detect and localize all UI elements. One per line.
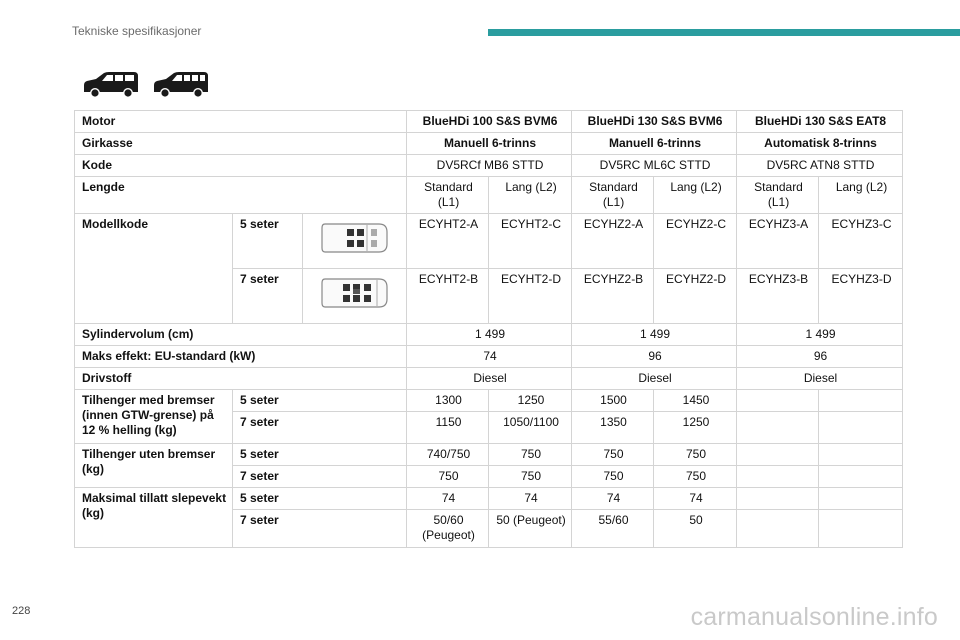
row-tilhenger-uten-5	[75, 444, 903, 466]
seat-layout-7-icon	[303, 269, 407, 324]
cell: ECYHT2-D	[489, 269, 572, 324]
cell: Standard (L1)	[572, 177, 654, 214]
drivstoff-label: Drivstoff	[75, 368, 407, 390]
cell: Diesel	[737, 368, 903, 390]
cell: ECYHT2-A	[407, 214, 489, 269]
cell	[819, 444, 903, 466]
cell: 1150	[407, 412, 489, 444]
cell: ECYHZ3-A	[737, 214, 819, 269]
cell: 1050/1100	[489, 412, 572, 444]
cell: ECYHZ2-A	[572, 214, 654, 269]
cell	[737, 390, 819, 412]
lengde-label: Lengde	[75, 177, 407, 214]
cell: 96	[737, 346, 903, 368]
cell: 50/60 (Peugeot)	[407, 510, 489, 548]
modellkode-label: Modellkode	[75, 214, 233, 324]
row-kode	[75, 155, 903, 177]
cell: 1250	[654, 412, 737, 444]
cell: ECYHZ3-B	[737, 269, 819, 324]
seat-label: 5 seter	[233, 488, 407, 510]
cell: Lang (L2)	[654, 177, 737, 214]
effekt-label: Maks effekt: EU-standard (kW)	[75, 346, 407, 368]
cell: 74	[572, 488, 654, 510]
row-effekt	[75, 346, 903, 368]
cell: BlueHDi 130 S&S EAT8	[737, 111, 903, 133]
cell: DV5RC ML6C STTD	[572, 155, 737, 177]
cell: 1500	[572, 390, 654, 412]
cell: ECYHT2-B	[407, 269, 489, 324]
cell: 750	[489, 466, 572, 488]
cell: Manuell 6-trinns	[572, 133, 737, 155]
cell: 74	[407, 488, 489, 510]
cell: 1300	[407, 390, 489, 412]
cell: 740/750	[407, 444, 489, 466]
page-header-title: Tekniske spesifikasjoner	[72, 24, 202, 38]
cell: 74	[654, 488, 737, 510]
cell	[819, 488, 903, 510]
sylinder-label: Sylindervolum (cm)	[75, 324, 407, 346]
row-lengde	[75, 177, 903, 214]
page-number: 228	[12, 605, 31, 617]
cell: Standard (L1)	[737, 177, 819, 214]
cell: 750	[654, 444, 737, 466]
cell: ECYHZ3-D	[819, 269, 903, 324]
cell: Lang (L2)	[489, 177, 572, 214]
row-sylinder	[75, 324, 903, 346]
cell	[819, 466, 903, 488]
cell: Diesel	[572, 368, 737, 390]
watermark-link[interactable]: carmanualsonline.info	[690, 603, 938, 631]
cell: 750	[489, 444, 572, 466]
seat-label: 7 seter	[233, 466, 407, 488]
row-girkasse	[75, 133, 903, 155]
cell: 50	[654, 510, 737, 548]
header-accent-bar	[488, 29, 960, 36]
cell: BlueHDi 130 S&S BVM6	[572, 111, 737, 133]
slepevekt-label: Maksimal tillatt slepevekt (kg)	[75, 488, 233, 548]
row-tilhenger-med-5	[75, 390, 903, 412]
cell: Lang (L2)	[819, 177, 903, 214]
cell: 1 499	[572, 324, 737, 346]
cell: DV5RC ATN8 STTD	[737, 155, 903, 177]
tilhenger-uten-label: Tilhenger uten bremser (kg)	[75, 444, 233, 488]
cell	[737, 466, 819, 488]
spec-table	[74, 110, 903, 548]
cell: DV5RCf MB6 STTD	[407, 155, 572, 177]
cell: 1250	[489, 390, 572, 412]
row-slepevekt-5	[75, 488, 903, 510]
seat-label: 7 seter	[233, 269, 303, 324]
motor-label: Motor	[75, 111, 407, 133]
cell: 750	[407, 466, 489, 488]
cell	[819, 412, 903, 444]
cell: ECYHZ2-C	[654, 214, 737, 269]
seat-label: 5 seter	[233, 444, 407, 466]
cell: 750	[572, 466, 654, 488]
seat-label: 7 seter	[233, 510, 407, 548]
girkasse-label: Girkasse	[75, 133, 407, 155]
cell	[737, 444, 819, 466]
seat-label: 5 seter	[233, 390, 407, 412]
cell: ECYHZ2-B	[572, 269, 654, 324]
cell: ECYHZ3-C	[819, 214, 903, 269]
cell: 750	[654, 466, 737, 488]
cell: 1 499	[407, 324, 572, 346]
cell: ECYHT2-C	[489, 214, 572, 269]
kode-label: Kode	[75, 155, 407, 177]
cell	[737, 488, 819, 510]
cell: 96	[572, 346, 737, 368]
seat-label: 5 seter	[233, 214, 303, 269]
cell	[737, 412, 819, 444]
cell: 50 (Peugeot)	[489, 510, 572, 548]
cell: 1 499	[737, 324, 903, 346]
cell: Diesel	[407, 368, 572, 390]
vehicle-icons	[82, 70, 210, 100]
car-7-seat-icon	[152, 70, 210, 100]
row-modellkode-5	[75, 214, 903, 269]
cell: ECYHZ2-D	[654, 269, 737, 324]
cell: 74	[407, 346, 572, 368]
row-drivstoff	[75, 368, 903, 390]
cell: 55/60	[572, 510, 654, 548]
cell	[819, 390, 903, 412]
cell	[737, 510, 819, 548]
seat-layout-5-icon	[303, 214, 407, 269]
cell: 1450	[654, 390, 737, 412]
tilhenger-med-label: Tilhenger med bremser (innen GTW-grense) på 12 % helling (kg)	[75, 390, 233, 444]
cell: 1350	[572, 412, 654, 444]
cell: Manuell 6-trinns	[407, 133, 572, 155]
seat-label: 7 seter	[233, 412, 407, 444]
cell: BlueHDi 100 S&S BVM6	[407, 111, 572, 133]
row-motor	[75, 111, 903, 133]
cell: Automatisk 8-trinns	[737, 133, 903, 155]
cell: 74	[489, 488, 572, 510]
car-5-seat-icon	[82, 70, 140, 100]
cell: 750	[572, 444, 654, 466]
cell: Standard (L1)	[407, 177, 489, 214]
cell	[819, 510, 903, 548]
